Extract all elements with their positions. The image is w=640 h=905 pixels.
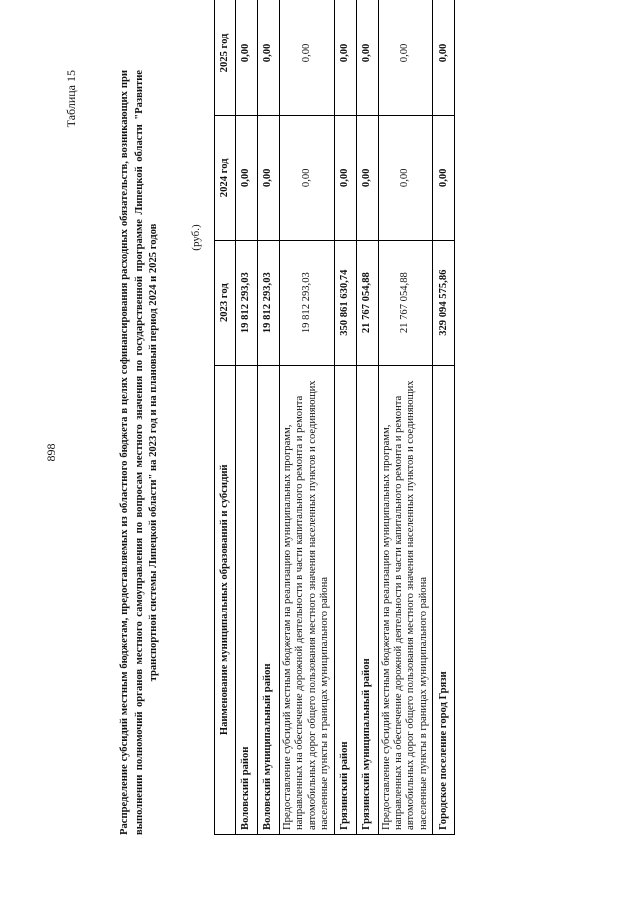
table-row — [236, 0, 258, 835]
table-row — [334, 0, 356, 835]
row-2025: 0,00 — [258, 0, 280, 115]
row-2025: 0,00 — [378, 0, 433, 115]
row-2023: 19 812 293,03 — [258, 240, 280, 365]
row-2025: 0,00 — [356, 0, 378, 115]
row-2024: 0,00 — [378, 115, 433, 240]
row-name: Грязинский муниципальный район — [356, 365, 378, 834]
row-2025: 0,00 — [236, 0, 258, 115]
row-2024: 0,00 — [356, 115, 378, 240]
row-name: Предоставление субсидий местным бюджетам на реализацию муниципальных программ, направленных на обеспечение дорожной деятельности в части капитального ремонта и ремонта автомобильных дорог общего пользования местного значения населенных пунктов и соединяющих населенные пункты в границах муниципального района — [280, 365, 335, 834]
table-row — [378, 0, 433, 835]
subsidy-table — [214, 0, 455, 835]
row-2023: 19 812 293,03 — [236, 240, 258, 365]
row-name: Городское поселение город Грязи — [433, 365, 455, 834]
row-2023: 19 812 293,03 — [280, 240, 335, 365]
row-name: Воловский район — [236, 365, 258, 834]
row-2025: 0,00 — [280, 0, 335, 115]
table-row — [433, 0, 455, 835]
row-2023: 21 767 054,88 — [378, 240, 433, 365]
row-2024: 0,00 — [433, 115, 455, 240]
row-name: Предоставление субсидий местным бюджетам на реализацию муниципальных программ, направленных на обеспечение дорожной деятельности в части капитального ремонта и ремонта автомобильных дорог общего пользования местного значения населенных пунктов и соединяющих населенные пункты в границах муниципального района — [378, 365, 433, 834]
row-name: Грязинский район — [334, 365, 356, 834]
header-name: Наименование муниципальных образований и субсидий — [215, 365, 236, 834]
row-2024: 0,00 — [334, 115, 356, 240]
row-2024: 0,00 — [280, 115, 335, 240]
table-label: Таблица 15 — [64, 70, 78, 128]
row-2025: 0,00 — [334, 0, 356, 115]
header-2024: 2024 год — [215, 115, 236, 240]
row-2025: 0,00 — [433, 0, 455, 115]
table-row — [356, 0, 378, 835]
table-heading: Распределение субсидий местным бюджетам, предоставляемых из областного бюджета в целях софинансирования расходных обязательств, возникающих при выполнении полномочий органов местного самоуправления по вопросам местного значения по государственной программе Липецкой области "Развитие транспортной системы Липецкой области" на 2023 год и на плановый период 2024 и 2025 годов — [119, 70, 160, 835]
header-2025: 2025 год — [215, 0, 236, 115]
header-2023: 2023 год — [215, 240, 236, 365]
row-2024: 0,00 — [236, 115, 258, 240]
row-2023: 21 767 054,88 — [356, 240, 378, 365]
page-number: 898 — [44, 443, 58, 462]
table-row — [280, 0, 335, 835]
row-2023: 350 861 630,74 — [334, 240, 356, 365]
row-2023: 329 094 575,86 — [433, 240, 455, 365]
table-header-row — [215, 0, 236, 835]
row-2024: 0,00 — [258, 115, 280, 240]
row-name: Воловский муниципальный район — [258, 365, 280, 834]
unit-label: (руб.) — [190, 224, 202, 251]
table-row — [258, 0, 280, 835]
